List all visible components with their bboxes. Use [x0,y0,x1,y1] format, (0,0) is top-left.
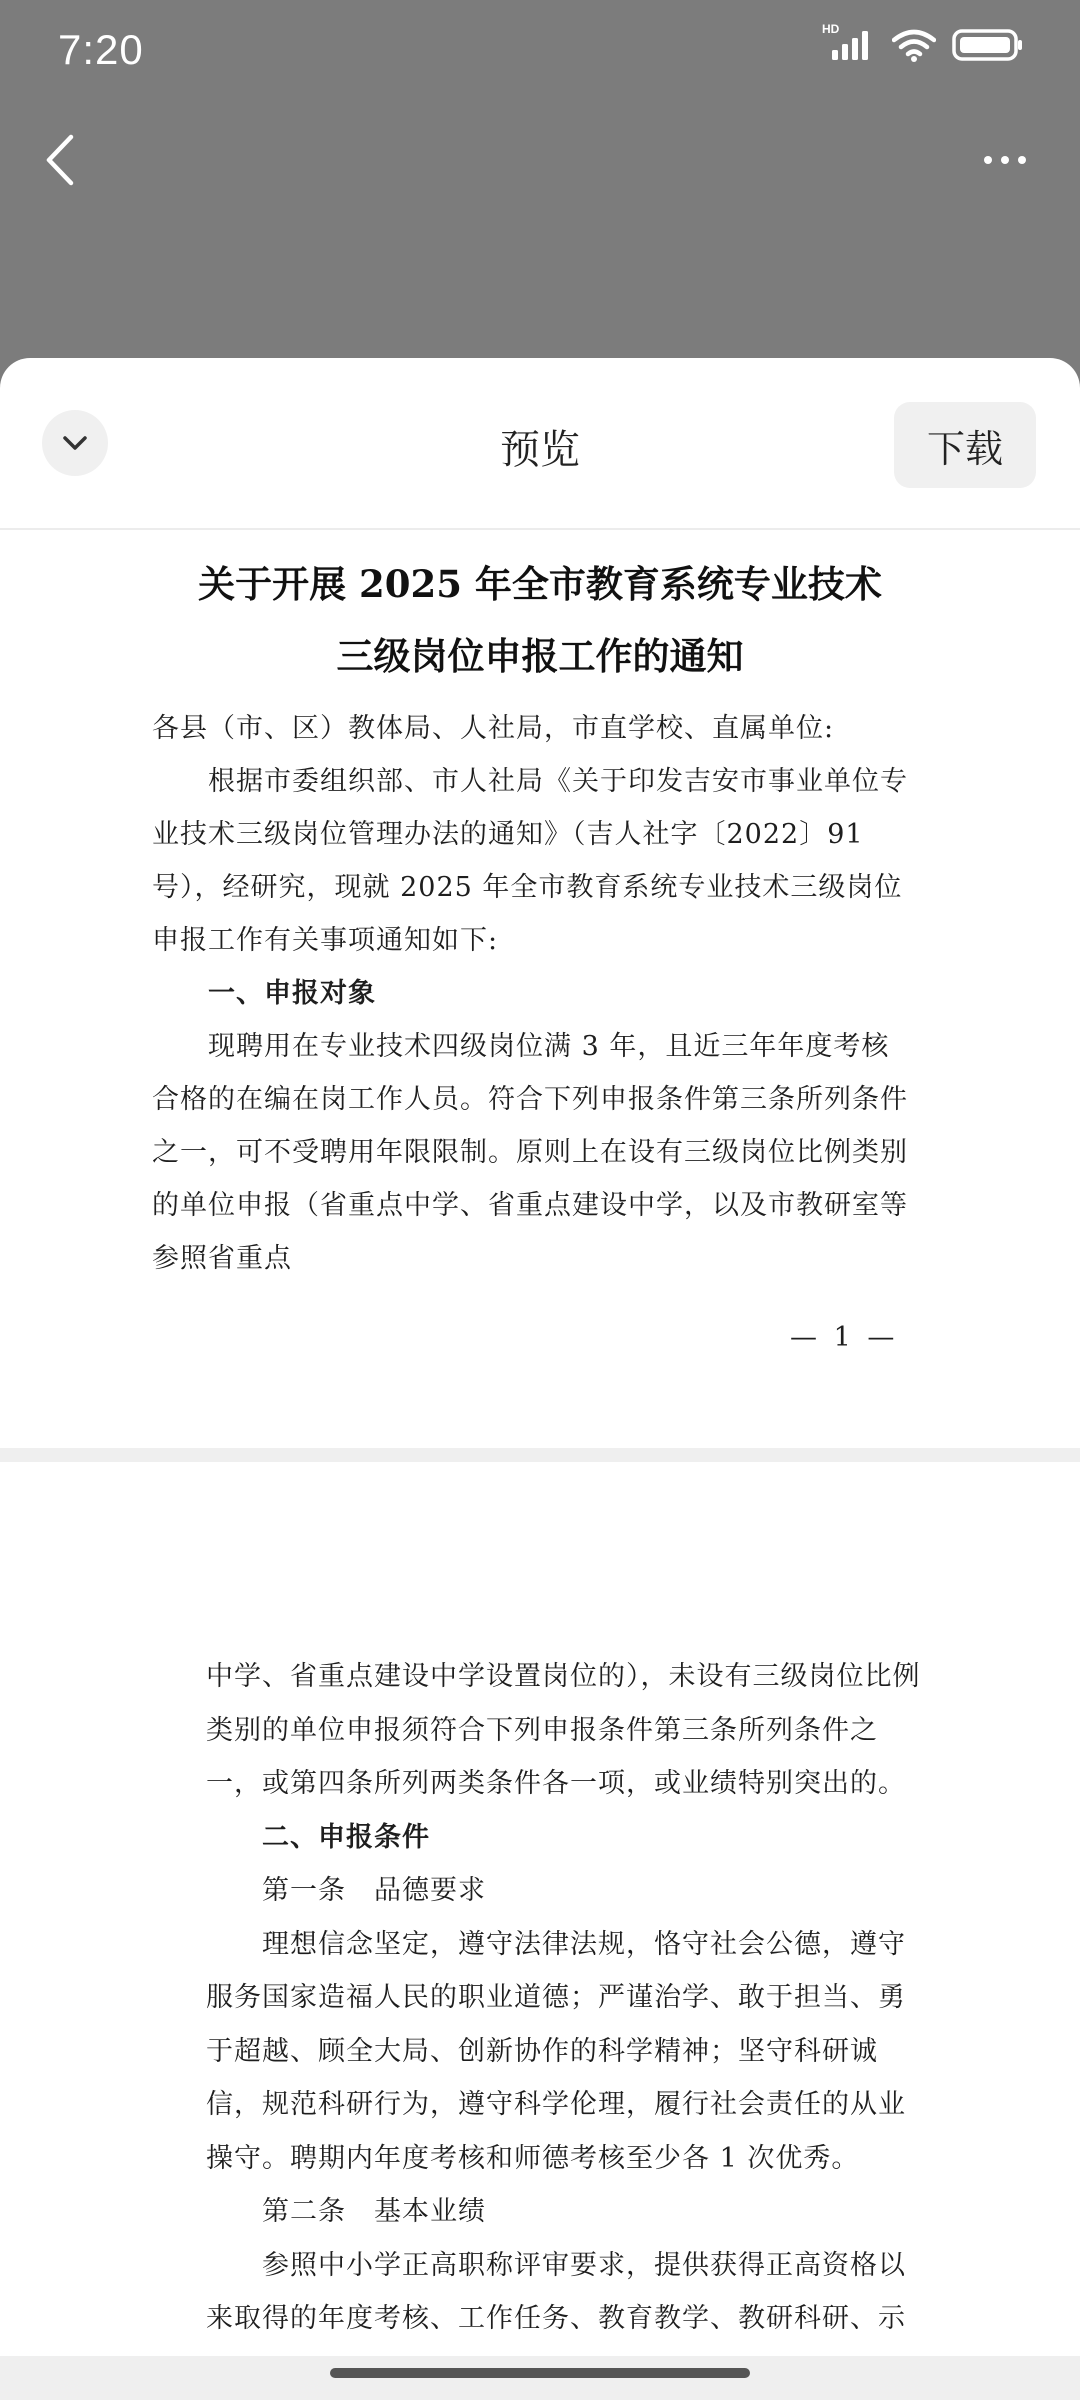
document-title-line-2: 三级岗位申报工作的通知 [336,634,744,678]
top-nav [0,100,1080,220]
more-dots-icon [984,156,992,164]
preview-sheet [0,358,1080,2400]
document-page-1 [0,532,1080,1448]
more-dots-icon [1018,156,1026,164]
bottom-band [0,2356,1080,2400]
article-1-text: 理想信念坚定，遵守法律法规，恪守社会公德，遵守服务国家造福人民的职业道德；严谨治学、敢于担当、勇于超越、顾全大局、创新协作的科学精神；坚守科研诚信，规范科研行为，遵守科学伦理，履行社会责任的从业操守。聘期内年度考核和师德考核至少各 1 次优秀。 [206,1928,906,2174]
sheet-header [0,358,1080,530]
document-title [0,548,1080,692]
page-1-body [152,702,912,1285]
document-page-2 [0,1462,1080,2400]
article-2-title: 第二条 基本业绩 [262,2196,486,2227]
salutation: 各县（市、区）教体局、人社局，市直学校、直属单位: [152,713,835,744]
more-dots-icon [1001,156,1009,164]
signal-icon [822,22,876,66]
document-title-line-1: 关于开展 2025 年全市教育系统专业技术 [198,562,882,606]
back-button[interactable] [30,130,90,190]
article-1-title: 第一条 品德要求 [262,1875,486,1906]
status-bar [0,0,1080,100]
section-1-paragraph: 现聘用在专业技术四级岗位满 3 年，且近三年年度考核合格的在编在岗工作人员。符合下列申报条件第三条所列条件之一，可不受聘用年限限制。原则上在设有三级岗位比例类别的单位申报（省重点中学、省重点建设中学，以及市教研室等参照省重点 [152,1031,908,1274]
section-heading-2: 二、申报条件 [262,1821,430,1853]
more-button[interactable] [970,130,1040,190]
section-heading-1: 一、申报对象 [208,978,376,1009]
page-number: — 1 — [790,1322,899,1353]
wifi-icon [892,28,936,66]
chevron-left-icon [43,133,77,187]
page-2-body [206,1650,932,2399]
continued-paragraph: 中学、省重点建设中学设置岗位的），未设有三级岗位比例类别的单位申报须符合下列申报条件第三条所列条件之一，或第四条所列两类条件各一项，或业绩特别突出的。 [206,1661,921,1799]
home-indicator[interactable] [330,2368,750,2378]
document-viewer[interactable] [0,532,1080,2400]
intro-paragraph: 根据市委组织部、市人社局《关于印发吉安市事业单位专业技术三级岗位管理办法的通知》（吉人社字〔2022〕91 号），经研究，现就 2025 年全市教育系统专业技术三级岗位申报工作有关事项通知如下: [152,766,908,956]
battery-icon [952,28,1024,66]
article-2-text: 参照中小学正高职称评审要求，提供获得正高资格以来取得的年度考核、工作任务、教育教学、教研科研、示 [206,2249,906,2334]
status-icons [822,22,1024,66]
status-time: 7:20 [58,26,144,73]
network-badge: HD [822,22,840,36]
sheet-title: 预览 [500,427,580,473]
download-button[interactable]: 下载 [894,402,1036,488]
